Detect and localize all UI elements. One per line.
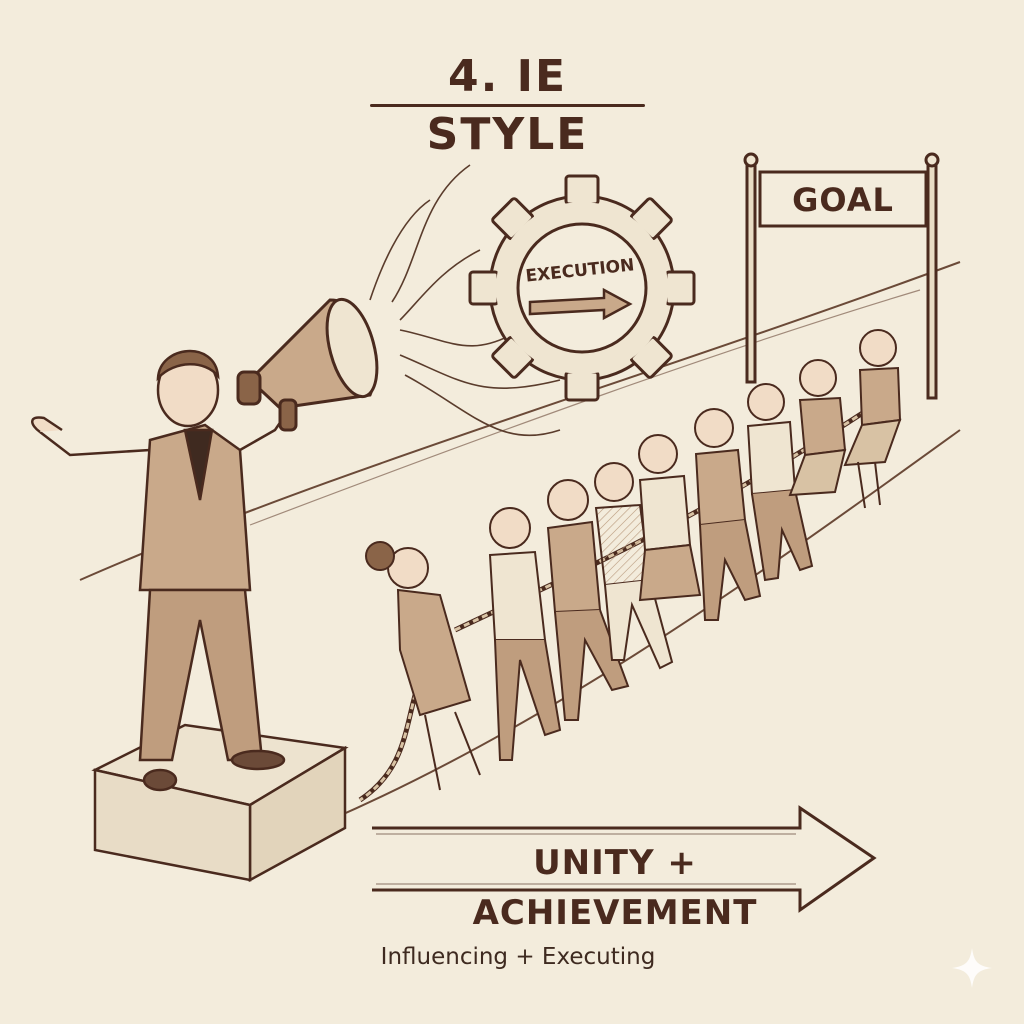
sparkle-icon (948, 944, 996, 992)
team-member (639, 435, 700, 600)
title-underline (370, 104, 645, 107)
team-member (366, 542, 480, 790)
megaphone-icon (238, 294, 386, 430)
podium (95, 725, 345, 880)
goal-sign-label: GOAL (792, 181, 894, 219)
gear-icon (470, 176, 694, 400)
page-title: 4. IE STYLE (426, 51, 589, 160)
gear-label: EXECUTION (524, 255, 636, 287)
banner-label: UNITY + ACHIEVEMENT (472, 843, 758, 933)
speaker (32, 351, 290, 790)
team-member (790, 360, 845, 495)
caption: Influencing + Executing (380, 944, 656, 970)
